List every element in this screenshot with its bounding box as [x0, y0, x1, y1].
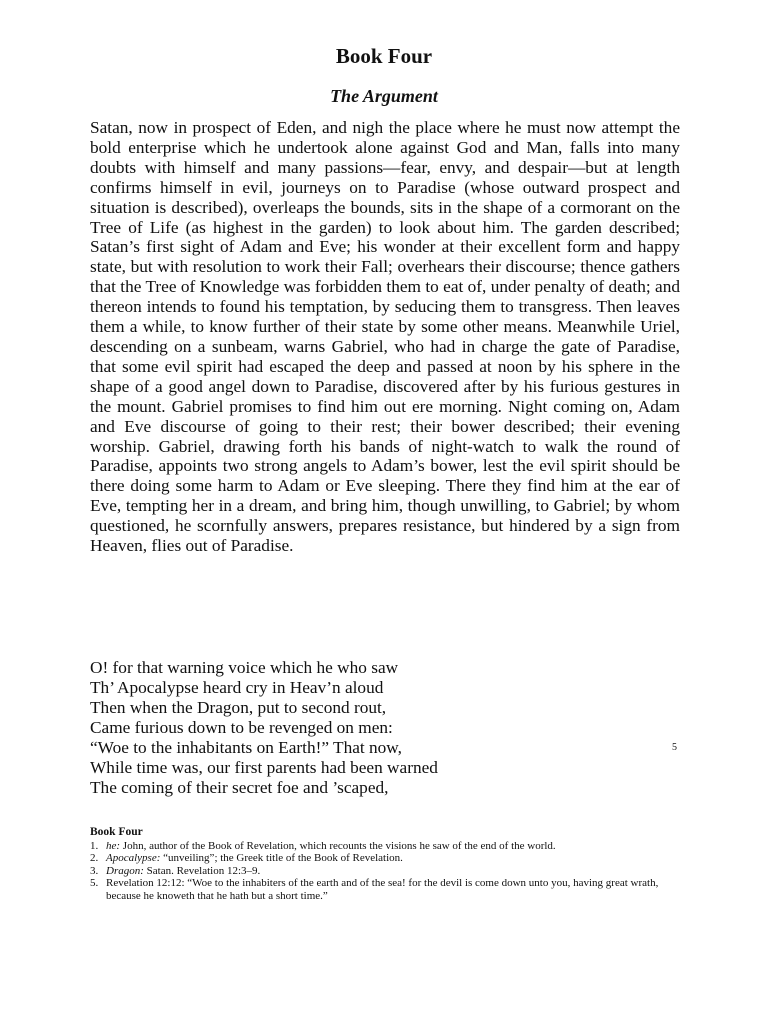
footnote-text: “unveiling”; the Greek title of the Book of Revelation. [160, 852, 403, 864]
poem-line: Then when the Dragon, put to second rout, [90, 698, 387, 717]
footnote [90, 852, 690, 865]
poem-line: While time was, our first parents had been warned [90, 758, 438, 777]
footnote-text: Revelation 12:12: “Woe to the inhabiters of the earth and of the sea! for the devil is come down unto you, having great wrath, because he knoweth that he hath but a short time.” [106, 877, 659, 902]
footnote-number: 2. [90, 852, 99, 864]
poem-line: O! for that warning voice which he who saw [90, 658, 399, 677]
footnote [90, 877, 690, 902]
footnote-text: John, author of the Book of Revelation, which recounts the visions he saw of the end of the world. [120, 839, 556, 852]
argument-paragraph: Satan, now in prospect of Eden, and nigh the place where he must now attempt the bold enterprise which he undertook alone against God and Man, falls into many doubts with himself and many passions—fear, envy, and despair—but at length confirms himself in evil, journeys on to Paradise (whose outward prospect and situation is described), overleaps the bounds, sits in the shape of a cormorant on the Tree of Life (as highest in the garden) to look about him. The garden described; Satan’s first sight of Adam and Eve; his wonder at their excellent form and happy state, but with resolution to work their Fall; overhears their discourse; thence gathers that the Tree of Knowledge was forbidden them to eat of, under penalty of death; and thereon intends to found his temptation, by seducing them to transgress. Then leaves them a while, to know further of their state by some other means. Meanwhile Uriel, descending on a sunbeam, warns Gabriel, who had in charge the gate of Paradise, that some evil spirit had escaped the deep and passed at noon by his sphere in the shape of a good angel down to Paradise, discovered after by his furious gestures in the mount. Gabriel promises to find him out ere morning. Night coming on, Adam and Eve discourse of going to their rest; their bower described; their evening worship. Gabriel, drawing forth his bands of night-watch to walk the round of Paradise, appoints two strong angels to Adam’s bower, lest the evil spirit should be there doing some harm to Adam or Eve sleeping. There they find him at the ear of Eve, tempting her in a dream, and bring him, though unwilling, to Gabriel; by whom questioned, he scornfully answers, prepares resistance, but hindered by a sign from Heaven, flies out of Paradise. [90, 118, 680, 556]
poem-line: Came furious down to be revenged on men: [90, 718, 393, 737]
footnote-text: Satan. Revelation 12:3–9. [143, 864, 261, 877]
book-title: Book Four [335, 44, 433, 68]
footnote-number: 1. [90, 839, 99, 852]
footnotes-title: Book Four [90, 826, 143, 838]
poem-verse [90, 658, 690, 798]
footnotes [90, 826, 690, 902]
argument-heading: The Argument [330, 86, 438, 106]
poem-line: “Woe to the inhabitants on Earth!” That now, 5 [90, 738, 677, 757]
line-number: 5 [672, 742, 677, 753]
poem-line: Th’ Apocalypse heard cry in Heav’n aloud [90, 678, 384, 697]
footnote-term: Apocalypse: [106, 852, 161, 864]
footnote-number: 3. [90, 864, 99, 877]
footnote-number: 5. [90, 877, 99, 889]
footnote-term: Dragon: [106, 864, 144, 877]
footnote-term: he: [106, 839, 121, 852]
footnote [90, 840, 690, 853]
poem-line: The coming of their secret foe and ’scaped, [90, 778, 389, 797]
footnote [90, 865, 690, 878]
